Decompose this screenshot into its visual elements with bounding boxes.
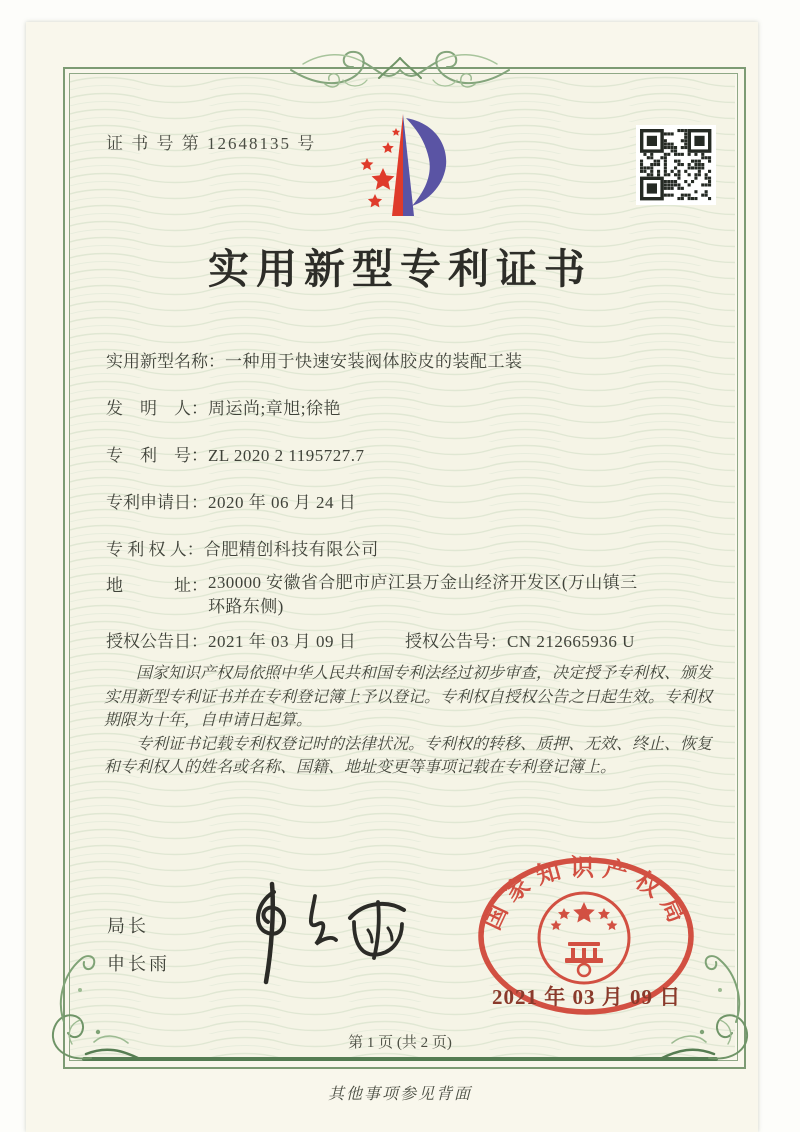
field-value: 230000 安徽省合肥市庐江县万金山经济开发区(万山镇三环路东侧) — [208, 573, 638, 616]
field-label: 地 址： — [106, 576, 208, 595]
legal-paragraph-1: 国家知识产权局依照中华人民共和国专利法经过初步审查，决定授予专利权、颁发实用新型专利证书并在专利登记簿上予以登记。专利权自授权公告之日起生效。专利权期限为十年，自申请日起算。 — [104, 665, 713, 729]
field-label: 专 利 权 人： — [106, 540, 204, 559]
legal-paragraph-2: 专利证书记载专利权登记时的法律状况。专利权的转移、质押、无效、终止、恢复和专利权人的姓名或名称、国籍、地址变更等事项记载在专利登记簿上。 — [104, 735, 713, 776]
field-label: 实用新型名称： — [106, 352, 225, 371]
field-row-grant-date — [106, 627, 356, 652]
footer-divider-rule — [82, 1057, 718, 1061]
backside-note: 其他事项参见背面 — [327, 1086, 472, 1103]
field-value: CN 212665936 U — [507, 632, 635, 651]
field-label: 发 明 人： — [106, 399, 208, 418]
field-row-address — [106, 571, 666, 619]
field-value: 周运尚;章旭;徐艳 — [208, 399, 341, 418]
field-row-patent-number — [106, 441, 365, 466]
qr-finder-top-right — [688, 129, 712, 153]
field-value: 2021 年 03 月 09 日 — [208, 632, 357, 651]
field-row-patentee — [106, 535, 379, 560]
field-value: 2020 年 06 月 24 日 — [208, 493, 357, 512]
signer-name: 申长雨 — [107, 954, 170, 974]
field-label: 授权公告日： — [106, 632, 208, 651]
field-value: 一种用于快速安装阀体胶皮的装配工装 — [225, 352, 523, 371]
field-label: 授权公告号： — [405, 632, 507, 651]
cnipa-logo-icon — [336, 110, 468, 226]
signer-title: 局长 — [107, 916, 149, 936]
field-value: 合肥精创科技有限公司 — [203, 540, 379, 559]
seal-national-emblem — [539, 893, 629, 983]
top-flourish-ornament-icon — [283, 40, 517, 96]
certificate-title: 实用新型专利证书 — [208, 246, 592, 292]
field-row-inventors — [106, 394, 341, 419]
field-value: ZL 2020 2 1195727.7 — [208, 446, 365, 465]
qr-finder-top-left — [640, 129, 664, 153]
field-row-invention-name — [106, 347, 523, 372]
field-label: 专利申请日： — [106, 493, 208, 512]
field-label: 专 利 号： — [106, 446, 208, 465]
field-row-filing-date — [106, 488, 356, 513]
certificate-number: 证 书 号 第 12648135 号 — [106, 134, 317, 153]
signature-icon — [222, 878, 417, 990]
page-number: 第 1 页 (共 2 页) — [348, 1035, 452, 1051]
qr-code-icon — [636, 125, 716, 205]
seal-org-text: 国家知识产权局 — [479, 855, 693, 934]
qr-finder-bottom-left — [640, 177, 664, 201]
seal-date: 2021 年 03 月 09 日 — [492, 985, 682, 1009]
field-row-publication-number — [405, 627, 635, 652]
legal-text-block — [104, 662, 718, 780]
